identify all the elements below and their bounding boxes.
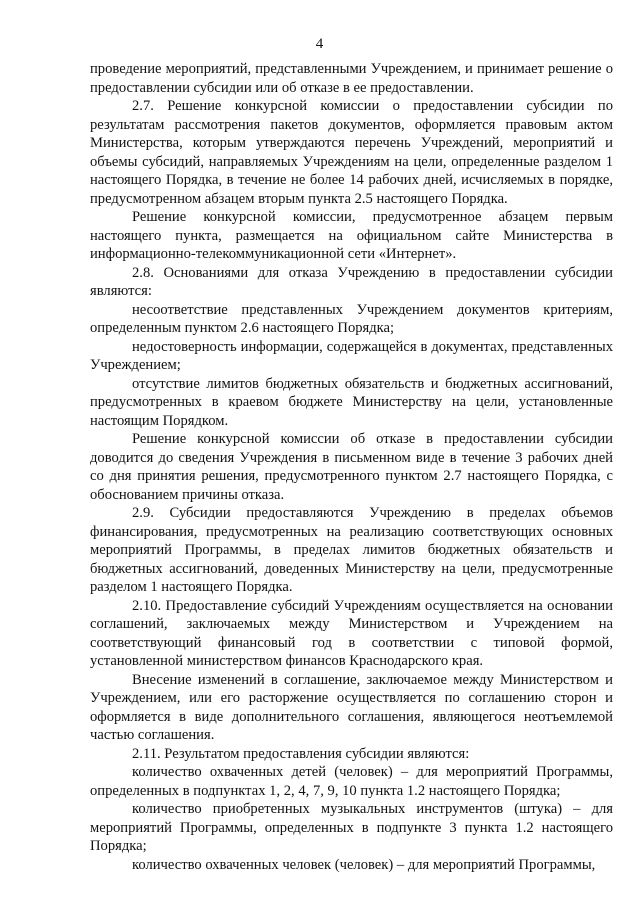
document-body	[90, 60, 613, 874]
paragraph-continuation: проведение мероприятий, представленными Учреждением, и принимает решение о предоставлении субсидии или об отказе в ее предоставлении.	[90, 61, 613, 96]
refusal-reason-limits: отсутствие лимитов бюджетных обязательств и бюджетных ассигнований, предусмотренных в краевом бюджете Министерству на цели, установленные настоящим Порядком.	[90, 375, 613, 429]
paragraph-2-10: 2.10. Предоставление субсидий Учреждениям осуществляется на основании соглашений, заключаемых между Министерством и Учреждением на соответствующий финансовый год в соответствии с типовой формой, установленной министерством финансов Краснодарского края.	[90, 597, 613, 669]
page-number: 4	[315, 36, 324, 52]
refusal-reason-unreliable: недостоверность информации, содержащейся в документах, представленных Учреждением;	[90, 338, 613, 373]
result-people-covered: количество охваченных человек (человек) – для мероприятий Программы,	[132, 856, 596, 873]
paragraph-2-10-amendments: Внесение изменений в соглашение, заключаемое между Министерством и Учреждением, или его расторжение осуществляется по соглашению сторон и оформляется в виде дополнительного соглашения, являющегося неотъемлемой частью соглашения.	[90, 671, 613, 743]
paragraph-2-8-notification: Решение конкурсной комиссии об отказе в предоставлении субсидии доводится до сведения Учреждения в письменном виде в течение 3 рабочих дней со дня принятия решения, предусмотренного пунктом 2.7 настоящего Порядка, с обоснованием причины отказа.	[90, 431, 613, 503]
refusal-reason-documents: несоответствие представленных Учреждением документов критериям, определенным пунктом 2.6 настоящего Порядка;	[90, 301, 613, 336]
paragraph-2-7: 2.7. Решение конкурсной комиссии о предоставлении субсидии по результатам рассмотрения пакетов документов, оформляется правовым актом Министерства, которым утверждаются перечень Учреждений, мероприятий и объемы субсидий, направляемых Учреждениям на цели, определенные разделом 1 настоящего Порядка, в течение не более 14 рабочих дней, исчисляемых в порядке, предусмотренном абзацем вторым пункта 2.5 настоящего Порядка.	[90, 98, 613, 207]
paragraph-2-7-publication: Решение конкурсной комиссии, предусмотренное абзацем первым настоящего пункта, размещается на официальном сайте Министерства в информационно-телекоммуникационной сети «Интернет».	[90, 209, 613, 262]
paragraph-2-9: 2.9. Субсидии предоставляются Учреждению в пределах объемов финансирования, предусмотренных на реализацию соответствующих основных мероприятий Программы, в пределах лимитов бюджетных обязательств и бюджетных ассигнований, доведенных Министерству на цели, предусмотренные разделом 1 настоящего Порядка.	[90, 505, 613, 595]
result-instruments-purchased: количество приобретенных музыкальных инструментов (штука) – для мероприятий Программы, определенных в подпункте 3 пункта 1.2 настоящего Порядка;	[90, 801, 613, 854]
result-children-covered: количество охваченных детей (человек) – для мероприятий Программы, определенных в подпунктах 1, 2, 4, 7, 9, 10 пункта 1.2 настоящего Порядка;	[90, 764, 613, 799]
paragraph-2-8: 2.8. Основаниями для отказа Учреждению в предоставлении субсидии являются:	[90, 264, 613, 299]
paragraph-2-11: 2.11. Результатом предоставления субсидии являются:	[132, 745, 470, 762]
